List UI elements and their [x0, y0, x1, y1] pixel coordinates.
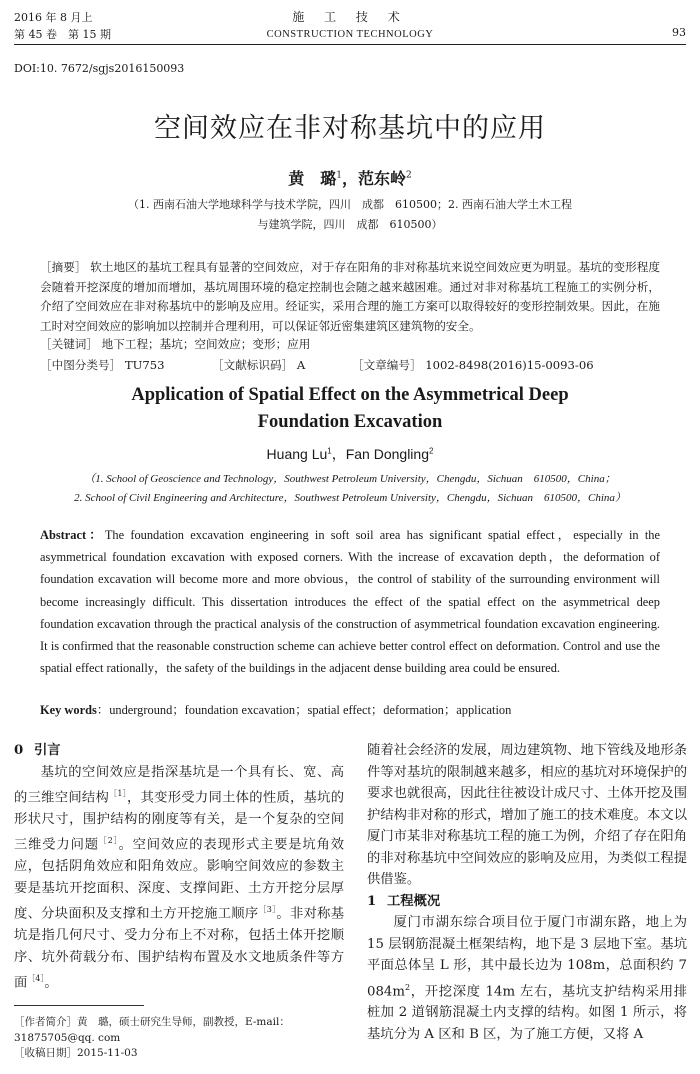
intro-text-c: 。空间效应的表现形式主要是坑角效应，包括阴角效应和阳角效应。影响空间效应的参数主要是基坑开挖面积、深度、支撑间距、土方开挖分层厚度、分块面积及支撑和土方开挖施工顺序 — [14, 837, 344, 922]
received-date — [14, 1046, 344, 1062]
authors-zh — [0, 166, 700, 189]
affiliation-zh — [60, 195, 640, 235]
affiliation-en-line-2: 2. School of Civil Engineering and Architecture，Southwest Petroleum University，Chengdu，Sichuan 610500，China） — [74, 492, 626, 504]
header-issue-info — [14, 9, 111, 43]
doc-code — [212, 357, 305, 373]
author-bio-label: ［作者简介］ — [14, 1016, 77, 1028]
article-number — [352, 357, 594, 373]
abstract-en-text: The foundation excavation engineering in soft soil area has significant spatial effect，especially in the asymmetrical foundation excavation with exposed corners. With the increase of excavation depth，the deformation of foundation excavation will become more and more obvious，the control of stability of the surrounding environment will become increasingly difficult. This dissertation introduces the effect of the spatial effect on the asymmetrical deep foundation excavation through the practical analysis of the construction of asymmetrical foundation excavation engineering. It is confirmed that the reasonable construction scheme can achieve better control effect on deformation. Control and use the spatial effect rationally，the safety of the buildings in the adjacent dense building area could be ensured. — [40, 528, 661, 676]
clc-number — [40, 357, 165, 373]
citation-4: ［4］ — [27, 974, 45, 984]
abstract-en — [40, 524, 660, 679]
overview-text-b: ，开挖深度 14m 左右，基坑支护结构采用排桩加 2 道钢筋混凝土内支撑的结构。如图 1 所示，将基坑分为 A 区和 B 区，为了施工方便，又将 A — [367, 983, 687, 1042]
title-en-text: Application of Spatial Effect on the Asymmetrical Deep Foundation Excavation — [131, 385, 569, 432]
citation-2: ［2］ — [98, 836, 119, 846]
author-bio-text: 黄 璐，硕士研究生导师，副教授，E-mail：31875705@qq. com — [14, 1016, 290, 1044]
journal-name-en: CONSTRUCTION TECHNOLOGY — [266, 29, 434, 40]
footnote-rule — [14, 1005, 144, 1006]
body-column-right — [367, 740, 687, 1045]
section-1-title: 工程概况 — [387, 893, 441, 909]
affiliation-en — [20, 470, 680, 508]
intro-text-a: 基坑的空间效应是指深基坑是一个具有长、宽、高的三维空间结构 — [14, 764, 344, 806]
section-1-heading — [367, 891, 687, 913]
header-volume: 第 45 卷 第 15 期 — [14, 28, 111, 41]
area-unit-superscript: 2 — [405, 982, 411, 992]
section-0-continuation — [367, 740, 687, 891]
article-number-label: ［文章编号］ — [352, 358, 422, 372]
author-2-name: 范东岭 — [358, 169, 407, 188]
keywords-en-sep: ： — [96, 703, 110, 717]
intro-text-e-part1: 。 — [44, 975, 58, 991]
section-1-number: 1 — [367, 893, 377, 909]
authors-en — [0, 444, 700, 464]
keywords-en-label: Key words — [40, 703, 97, 717]
author-en-1: Huang Lu — [266, 446, 328, 462]
received-date-label: ［收稿日期］ — [14, 1047, 77, 1059]
section-0-paragraph — [14, 762, 344, 995]
title-en — [0, 382, 700, 436]
intro-text-b: ，其变形受力同土体的性质，基坑的形状尺寸，围护结构的刚度等有关，是一个复杂的空间三维受力问题 — [14, 790, 345, 853]
citation-3: ［3］ — [258, 905, 277, 915]
clc-value: TU753 — [124, 358, 165, 372]
doc-code-value: A — [296, 358, 306, 372]
affiliation-en-line-1: （1. School of Geoscience and Technology，Southwest Petroleum University，Chengdu，Sichuan 610500，China； — [84, 473, 616, 485]
section-1-paragraph — [367, 912, 687, 1045]
overview-text-a: 厦门市湖东综合项目位于厦门市湖东路，地上为 15 层钢筋混凝土框架结构，地下是 3 层地下室。基坑平面总体呈 L 形，其中最长边为 108m，总面积约 7 084m — [367, 915, 687, 999]
keywords-zh-label: ［关键词］ — [40, 337, 98, 351]
keywords-zh-text: 地下工程；基坑；空间效应；变形；应用 — [101, 337, 311, 351]
affiliation-zh-line-2: 与建筑学院，四川 成都 610500） — [257, 218, 443, 231]
header-page-number: 93 — [672, 26, 686, 39]
affiliation-zh-line-1: （1. 西南石油大学地球科学与技术学院，四川 成都 610500；2. 西南石油大学土木工程 — [128, 198, 572, 211]
doi: DOI:10. 7672/sgjs2016150093 — [14, 62, 185, 75]
article-number-value: 1002-8498(2016)15-0093-06 — [425, 358, 594, 372]
header-journal — [230, 9, 470, 43]
header-date: 2016 年 8 月上 — [14, 11, 93, 24]
keywords-en-text: underground；foundation excavation；spatial effect；deformation；application — [109, 703, 512, 717]
author-sep: ， — [341, 169, 358, 188]
clc-label: ［中图分类号］ — [40, 358, 122, 372]
abstract-zh-text: 软土地区的基坑工程具有显著的空间效应，对于存在阳角的非对称基坑来说空间效应更为明显。基坑的变形程度会随着开挖深度的增加而增加，基坑周围环境的稳定控制也会随之越来越困难。通过对非对称基坑工程施工的实例分析，介绍了空间效应在非对称基坑中的影响及应用。经证实，采用合理的施工方案可以取得较好的变形控制效果。因此，在施工时对空间效应的影响加以控制并合理利用，可以保证邻近密集建筑区建筑物的安全。 — [40, 260, 660, 333]
abstract-zh-label: ［摘要］ — [40, 260, 87, 274]
title-zh: 空间效应在非对称基坑中的应用 — [154, 113, 546, 144]
footnotes — [14, 1015, 344, 1062]
citation-1: ［1］ — [109, 789, 128, 798]
keywords-en — [40, 700, 511, 718]
author-2-sup: 2 — [406, 170, 412, 181]
journal-name-zh: 施 工 技 术 — [292, 10, 408, 24]
section-0-heading — [14, 740, 344, 762]
section-0-title: 引言 — [34, 743, 61, 758]
section-0-number: 0 — [14, 743, 24, 758]
abstract-zh — [40, 258, 660, 336]
header-rule — [14, 44, 686, 45]
author-1-sup: 1 — [336, 170, 342, 181]
author-bio — [14, 1015, 344, 1046]
author-1-name: 黄 璐 — [288, 169, 337, 188]
doc-code-label: ［文献标识码］ — [212, 358, 294, 372]
author-en-1-sup: 1 — [327, 446, 332, 456]
intro-text-e-part2: 随着社会经济的发展，周边建筑物、地下管线及地形条件等对基坑的限制越来越多，相应的基坑对环境保护的要求也就很高，因此往往被设计成尺寸、土体开挖及围护结构非对称的形式，增加了施工的技术难度。本文以厦门市某非对称基坑工程的施工为例，介绍了存在阳角的非对称基坑中空间效应的影响及应用，为类似工程提供借鉴。 — [367, 743, 687, 887]
keywords-zh — [40, 336, 310, 352]
received-date-text: 2015-11-03 — [77, 1047, 138, 1059]
abstract-en-sep: ： — [86, 528, 105, 542]
intro-text-d: 。非对称基坑是指几何尺寸、受力分布上不对称，包括土体开挖顺序、坑外荷载分布、围护结构布置及水文地质条件等方面 — [14, 906, 345, 991]
abstract-en-label: Abstract — [40, 528, 87, 542]
author-en-2-sup: 2 — [429, 446, 434, 456]
author-en-sep: ， — [331, 446, 346, 462]
body-column-left — [14, 740, 344, 994]
author-en-2: Fan Dongling — [345, 446, 429, 462]
